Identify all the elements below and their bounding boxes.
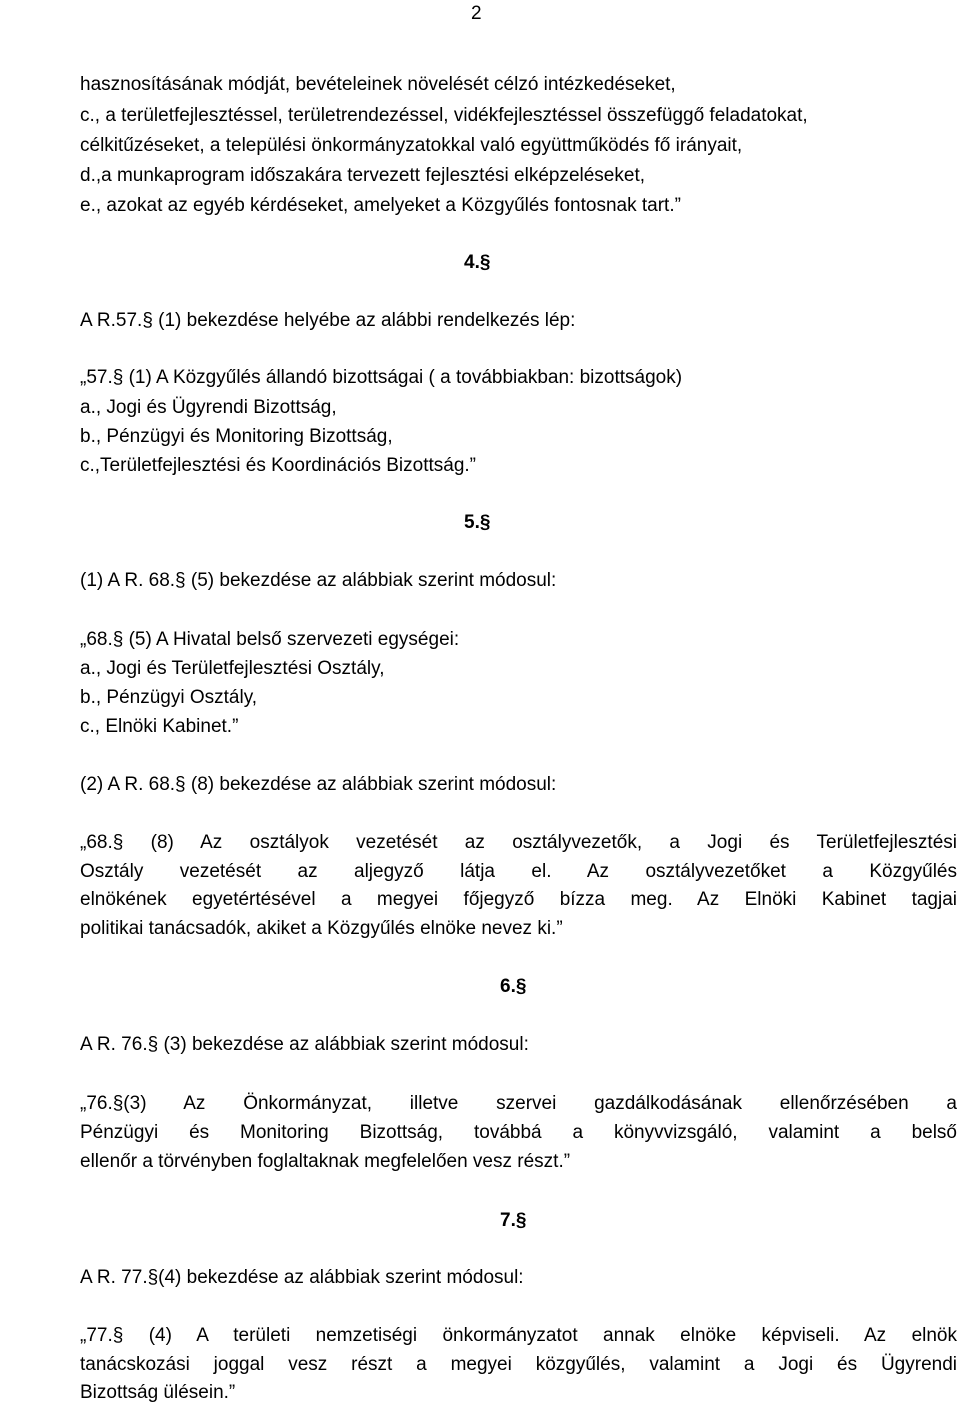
page-number: 2 (471, 3, 482, 24)
section-line: „68.§ (5) A Hivatal belső szervezeti egységei: (80, 629, 460, 650)
section-line: politikai tanácsadók, akiket a Közgyűlés elnöke nevez ki.” (80, 918, 563, 939)
section-intro-7: A R. 77.§(4) bekezdése az alábbiak szerint módosul: (80, 1267, 524, 1288)
section-line: Pénzügyi és Monitoring Bizottság, továbbá a könyvvizsgáló, valamint a belső (80, 1122, 957, 1143)
section-line: „57.§ (1) A Közgyűlés állandó bizottságai ( a továbbiakban: bizottságok) (80, 367, 683, 388)
intro-line: c., a területfejlesztéssel, területrendezéssel, vidékfejlesztéssel összefüggő feladatokat, (80, 105, 808, 126)
section-intro-4: A R.57.§ (1) bekezdése helyébe az alábbi rendelkezés lép: (80, 310, 576, 331)
section-line: b., Pénzügyi és Monitoring Bizottság, (80, 426, 393, 447)
section-intro-5-1: (1) A R. 68.§ (5) bekezdése az alábbiak szerint módosul: (80, 570, 557, 591)
section-line: ellenőr a törvényben foglaltaknak megfelelően vesz részt.” (80, 1151, 571, 1172)
section-line: „77.§ (4) A területi nemzetiségi önkormányzatot annak elnöke képviseli. Az elnök (80, 1325, 957, 1346)
section-line: a., Jogi és Ügyrendi Bizottság, (80, 397, 337, 418)
section-line: elnökének egyetértésével a megyei főjegyző bízza meg. Az Elnöki Kabinet tagjai (80, 889, 957, 910)
section-heading-7: 7.§ (500, 1210, 527, 1231)
section-line: Osztály vezetését az aljegyző látja el. Az osztályvezetőket a Közgyűlés (80, 861, 957, 882)
section-line: „76.§(3) Az Önkormányzat, illetve szervei gazdálkodásának ellenőrzésében a (80, 1093, 957, 1114)
section-heading-6: 6.§ (500, 976, 527, 997)
section-intro-6: A R. 76.§ (3) bekezdése az alábbiak szerint módosul: (80, 1034, 529, 1055)
intro-line: hasznosításának módját, bevételeinek növelését célzó intézkedéseket, (80, 74, 676, 95)
intro-line: d.,a munkaprogram időszakára tervezett fejlesztési elképzeléseket, (80, 165, 645, 186)
section-line: Bizottság ülésein.” (80, 1382, 236, 1403)
section-heading-5: 5.§ (464, 512, 491, 533)
section-line: „68.§ (8) Az osztályok vezetését az osztályvezetők, a Jogi és Területfejlesztési (80, 832, 957, 853)
intro-line: célkitűzéseket, a települési önkormányzatokkal való együttműködés fő irányait, (80, 135, 743, 156)
intro-line: e., azokat az egyéb kérdéseket, amelyeket a Közgyűlés fontosnak tart.” (80, 195, 681, 216)
section-line: tanácskozási joggal vesz részt a megyei közgyűlés, valamint a Jogi és Ügyrendi (80, 1354, 957, 1375)
section-line: c.,Területfejlesztési és Koordinációs Bizottság.” (80, 455, 477, 476)
section-heading-4: 4.§ (464, 252, 491, 273)
section-line: b., Pénzügyi Osztály, (80, 687, 258, 708)
section-line: a., Jogi és Területfejlesztési Osztály, (80, 658, 385, 679)
section-line: c., Elnöki Kabinet.” (80, 716, 239, 737)
section-intro-5-2: (2) A R. 68.§ (8) bekezdése az alábbiak szerint módosul: (80, 774, 557, 795)
